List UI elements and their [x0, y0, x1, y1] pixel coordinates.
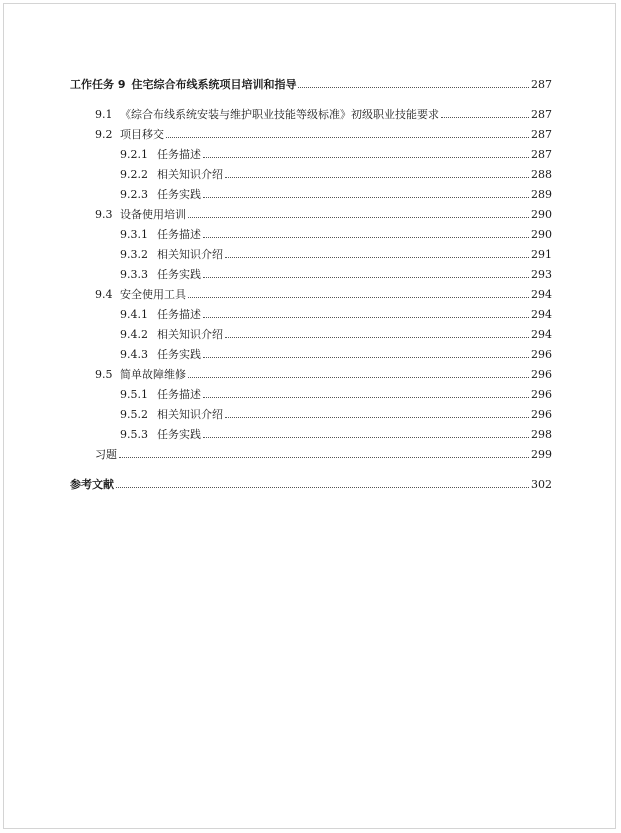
dot-leader — [203, 317, 529, 318]
dot-leader — [119, 457, 529, 458]
dot-leader — [225, 177, 529, 178]
toc-entry-number: 9.4.2 — [120, 328, 148, 341]
dot-leader — [203, 357, 529, 358]
toc-page-number: 296 — [531, 388, 552, 401]
toc-section-entry[interactable] — [95, 107, 552, 123]
toc-page-number: 288 — [531, 168, 552, 181]
dot-leader — [166, 137, 529, 138]
toc-entry-title: 任务描述 — [157, 228, 201, 241]
toc-section-entry[interactable] — [95, 367, 552, 383]
toc-entry-title: 相关知识介绍 — [157, 168, 223, 181]
toc-chapter-title: 住宅综合布线系统项目培训和指导 — [131, 78, 297, 91]
toc-page-number: 287 — [531, 78, 552, 91]
toc-section-entry[interactable] — [95, 207, 552, 223]
toc-page-number: 294 — [531, 308, 552, 321]
toc-entry-number: 9.4.1 — [120, 308, 148, 321]
toc-entry-number: 9.5.2 — [120, 408, 148, 421]
toc-page-number: 291 — [531, 248, 552, 261]
toc-page-number: 293 — [531, 268, 552, 281]
dot-leader — [298, 87, 529, 88]
dot-leader — [188, 217, 529, 218]
toc-entry-number: 9.2.3 — [120, 188, 148, 201]
toc-subsection-entry[interactable] — [120, 167, 552, 183]
toc-entry-number: 9.3 — [95, 208, 113, 221]
toc-entry-title: 任务实践 — [157, 188, 201, 201]
toc-entry-title: 习题 — [95, 448, 117, 461]
toc-subsection-entry[interactable] — [120, 387, 552, 403]
toc-page-number: 290 — [531, 208, 552, 221]
toc-entry-number: 9.5 — [95, 368, 113, 381]
dot-leader — [116, 487, 529, 488]
toc-page-number: 296 — [531, 348, 552, 361]
toc-entry-title: 安全使用工具 — [120, 288, 186, 301]
dot-leader — [203, 197, 529, 198]
toc-page-number: 287 — [531, 128, 552, 141]
toc-entry-number: 9.3.1 — [120, 228, 148, 241]
toc-section-entry[interactable] — [95, 127, 552, 143]
toc-entry-number: 9.3.2 — [120, 248, 148, 261]
toc-page-number: 294 — [531, 288, 552, 301]
toc-entry-number: 9.5.3 — [120, 428, 148, 441]
toc-subsection-entry[interactable] — [120, 147, 552, 163]
toc-entry-number: 9.3.3 — [120, 268, 148, 281]
toc-chapter-entry[interactable] — [70, 77, 552, 93]
dot-leader — [188, 297, 529, 298]
toc-page-number: 299 — [531, 448, 552, 461]
toc-page-number: 296 — [531, 368, 552, 381]
toc-entry-title: 相关知识介绍 — [157, 248, 223, 261]
toc-entry-title: 任务实践 — [157, 348, 201, 361]
toc-entry-title: 任务描述 — [157, 148, 201, 161]
dot-leader — [225, 417, 529, 418]
toc-entry-number: 9.4.3 — [120, 348, 148, 361]
toc-entry-number: 9.2.2 — [120, 168, 148, 181]
toc-subsection-entry[interactable] — [120, 347, 552, 363]
dot-leader — [188, 377, 529, 378]
toc-subsection-entry[interactable] — [120, 267, 552, 283]
toc-subsection-entry[interactable] — [120, 327, 552, 343]
toc-subsection-entry[interactable] — [120, 227, 552, 243]
toc-entry-title: 《综合布线系统安装与维护职业技能等级标准》初级职业技能要求 — [120, 108, 439, 121]
toc-entry-number: 9.1 — [95, 108, 113, 121]
toc-entry-title: 参考文献 — [70, 478, 114, 491]
toc-references-entry[interactable] — [70, 477, 552, 493]
toc-page-number: 294 — [531, 328, 552, 341]
toc-exercises-entry[interactable] — [95, 447, 552, 463]
toc-entry-title: 相关知识介绍 — [157, 328, 223, 341]
toc-page-number: 298 — [531, 428, 552, 441]
toc-entry-number: 9.2 — [95, 128, 113, 141]
toc-subsection-entry[interactable] — [120, 187, 552, 203]
toc-page-number: 296 — [531, 408, 552, 421]
dot-leader — [203, 277, 529, 278]
toc-subsection-entry[interactable] — [120, 407, 552, 423]
toc-entry-title: 设备使用培训 — [120, 208, 186, 221]
dot-leader — [203, 237, 529, 238]
toc-entry-title: 任务实践 — [157, 428, 201, 441]
dot-leader — [203, 157, 529, 158]
toc-subsection-entry[interactable] — [120, 307, 552, 323]
toc-entry-title: 简单故障维修 — [120, 368, 186, 381]
document-page — [3, 3, 616, 829]
toc-chapter-number: 工作任务 9 — [70, 78, 126, 91]
toc-subsection-entry[interactable] — [120, 247, 552, 263]
toc-page-number: 287 — [531, 108, 552, 121]
toc-subsection-entry[interactable] — [120, 427, 552, 443]
toc-entry-number: 9.5.1 — [120, 388, 148, 401]
toc-entry-title: 相关知识介绍 — [157, 408, 223, 421]
toc-entry-title: 任务描述 — [157, 308, 201, 321]
toc-page-number: 302 — [531, 478, 552, 491]
toc-page-number: 290 — [531, 228, 552, 241]
toc-page-number: 287 — [531, 148, 552, 161]
toc-entry-title: 任务描述 — [157, 388, 201, 401]
dot-leader — [225, 257, 529, 258]
toc-section-entry[interactable] — [95, 287, 552, 303]
toc-entry-number: 9.4 — [95, 288, 113, 301]
toc-entry-number: 9.2.1 — [120, 148, 148, 161]
dot-leader — [203, 437, 529, 438]
toc-entry-title: 任务实践 — [157, 268, 201, 281]
dot-leader — [441, 117, 529, 118]
toc-entry-title: 项目移交 — [120, 128, 164, 141]
toc-page-number: 289 — [531, 188, 552, 201]
dot-leader — [203, 397, 529, 398]
dot-leader — [225, 337, 529, 338]
